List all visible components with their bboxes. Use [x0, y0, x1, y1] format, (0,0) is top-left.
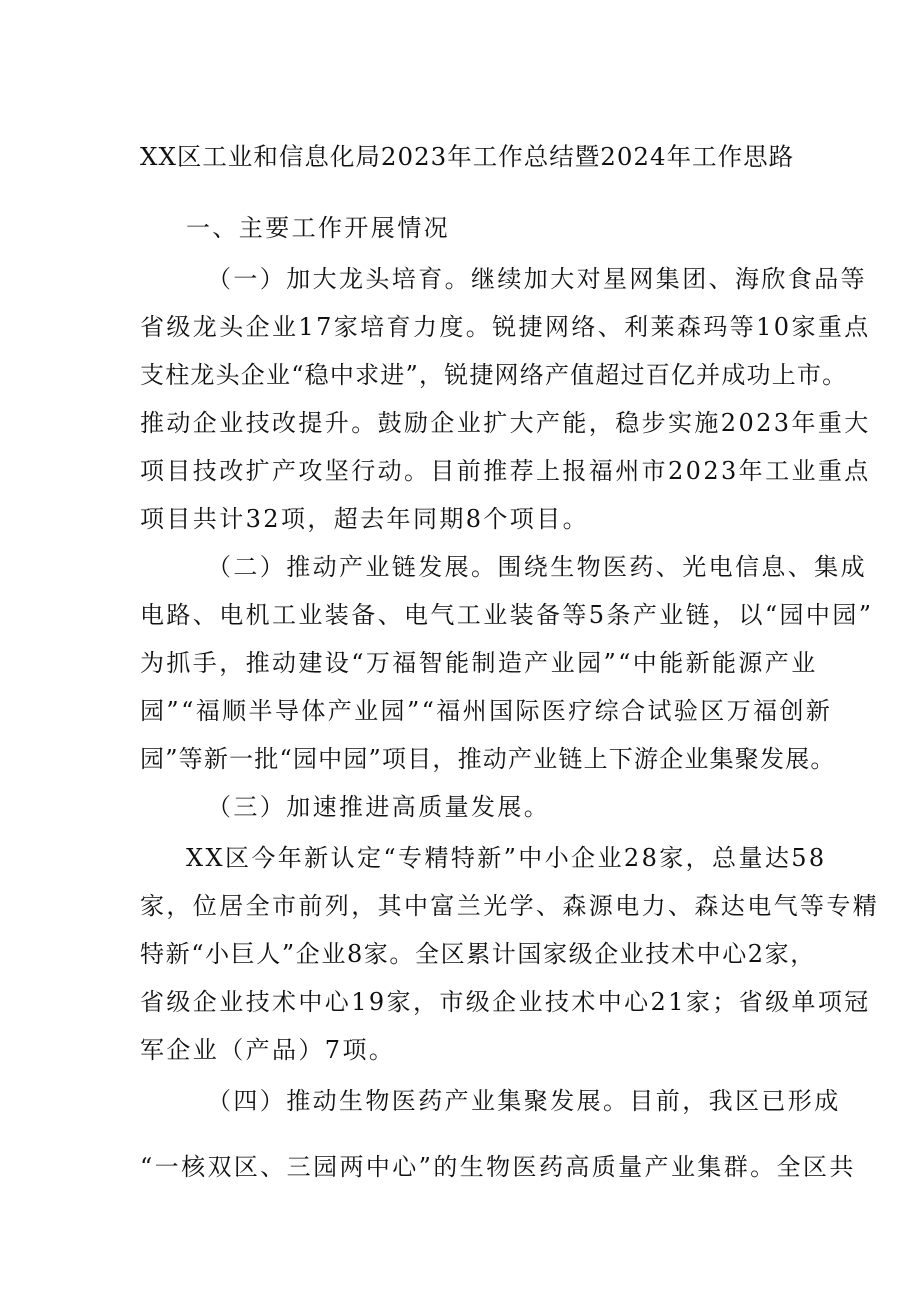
paragraph-line: 支柱龙头企业“稳中求进”，锐捷网络产值超过百亿并成功上市。	[140, 361, 848, 389]
paragraph-line: 园”“福顺半导体产业园”“福州国际医疗综合试验区万福创新	[140, 697, 833, 725]
section-heading: 一、主要工作开展情况	[186, 214, 450, 242]
paragraph-line: 电路、电机工业装备、电气工业装备等5条产业链，以“园中园”	[140, 601, 874, 629]
paragraph-line: 军企业（产品）7项。	[140, 1036, 396, 1064]
paragraph-line: （二）推动产业链发展。围绕生物医药、光电信息、集成	[207, 553, 867, 581]
paragraph-line: 园”等新一批“园中园”项目，推动产业链上下游企业集聚发展。	[140, 745, 836, 773]
paragraph-line: （四）推动生物医药产业集聚发展。目前，我区已形成	[207, 1087, 841, 1115]
paragraph-line: 家，位居全市前列，其中富兰光学、森源电力、森达电气等专精	[140, 892, 880, 920]
paragraph-line: 推动企业技改提升。鼓励企业扩大产能，稳步实施2023年重大	[140, 409, 871, 437]
paragraph-line: （一）加大龙头培育。继续加大对星网集团、海欣食品等	[207, 265, 867, 293]
paragraph-line: 省级龙头企业17家培育力度。锐捷网络、利莱森玛等10家重点	[140, 313, 871, 341]
paragraph-line: “一核双区、三园两中心”的生物医药高质量产业集群。全区共	[140, 1153, 856, 1181]
paragraph-line: 项目共计32项，超去年同期8个项目。	[140, 505, 590, 533]
paragraph-line: 项目技改扩产攻坚行动。目前推荐上报福州市2023年工业重点	[140, 457, 871, 485]
paragraph-line: XX区今年新认定“专精特新”中小企业28家，总量达58	[186, 844, 827, 872]
document-title: XX区工业和信息化局2023年工作总结暨2024年工作思路	[140, 142, 795, 171]
paragraph-line: 为抓手，推动建设“万福智能制造产业园”“中能新能源产业	[140, 649, 818, 677]
paragraph-line: 特新“小巨人”企业8家。全区累计国家级企业技术中心2家，	[140, 940, 816, 968]
paragraph-line: 省级企业技术中心19家，市级企业技术中心21家；省级单项冠	[140, 988, 871, 1016]
subsection-heading: （三）加速推进高质量发展。	[207, 793, 551, 821]
